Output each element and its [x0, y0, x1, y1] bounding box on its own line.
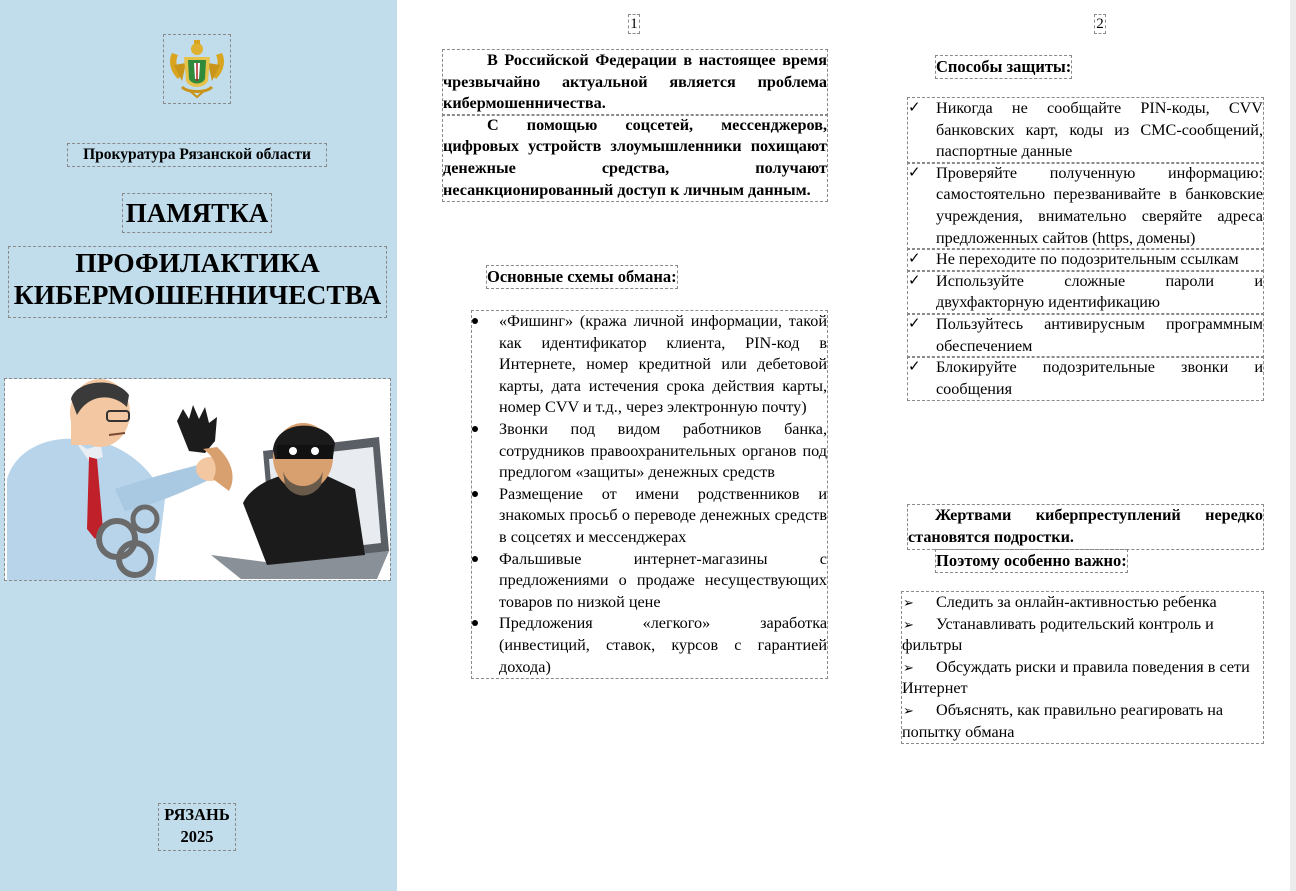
- list-item: [902, 614, 1263, 657]
- bullet-icon: [472, 318, 478, 324]
- intro-paragraph-2: С помощью соцсетей, мессенджеров, цифровых устройств злоумышленники похищают денежные средства, получают несанкционированный доступ к личным данным.: [443, 115, 827, 201]
- protection-text: Пользуйтесь антивирусным программным обеспечением: [936, 314, 1263, 355]
- scrollbar[interactable]: [1290, 0, 1296, 891]
- list-item: [472, 311, 827, 419]
- bullet-icon: [472, 556, 478, 562]
- protection-heading: Способы защиты:: [936, 57, 1072, 76]
- list-item: [902, 592, 1263, 614]
- list-item: [902, 700, 1263, 743]
- checkmark-icon: ✓: [908, 164, 921, 181]
- cover-panel: [0, 0, 397, 891]
- intro-paragraph-1: В Российской Федерации в настоящее время чрезвычайно актуальной является проблема кибермошенничества.: [443, 50, 827, 115]
- list-item: [472, 549, 827, 614]
- list-item: [902, 657, 1263, 700]
- scheme-text: Звонки под видом работников банка, сотрудников правоохранительных органов под предлогом «защиты» денежных средств: [499, 419, 827, 482]
- arrow-bullet-icon: ➢: [903, 595, 914, 610]
- checkmark-icon: ✓: [908, 251, 921, 268]
- advice-text: Обсуждать риски и правила поведения в сети Интернет: [902, 657, 1250, 698]
- protection-text: Используйте сложные пароли и двухфакторную идентификацию: [936, 271, 1263, 312]
- checkmark-icon: ✓: [908, 359, 921, 376]
- city-name: РЯЗАНЬ: [164, 805, 230, 824]
- page-number-1: 1: [630, 16, 638, 32]
- main-title: [9, 247, 386, 317]
- year: 2025: [180, 827, 214, 846]
- intro-text: [443, 50, 827, 201]
- protection-text: Блокируйте подозрительные звонки и сообщения: [936, 358, 1263, 398]
- bullet-icon: [472, 426, 478, 432]
- list-item: [908, 249, 1263, 271]
- checkmark-icon: ✓: [908, 272, 921, 289]
- memo-title: ПАМЯТКА: [123, 194, 271, 232]
- list-item: [908, 271, 1263, 314]
- advice-text: Объяснять, как правильно реагировать на попытку обмана: [902, 700, 1224, 741]
- protection-text: Никогда не сообщайте PIN-коды, CVV банковских карт, коды из СМС-сообщений, паспортные данные: [936, 99, 1263, 161]
- main-title-line1: ПРОФИЛАКТИКА: [75, 247, 320, 278]
- checkmark-icon: ✓: [908, 100, 921, 116]
- schemes-heading: Основные схемы обмана:: [487, 267, 677, 286]
- scheme-text: Фальшивые интернет-магазины с предложениями о продаже несуществующих товаров по низкой цене: [499, 549, 827, 611]
- bullet-icon: [472, 491, 478, 497]
- prosecutor-emblem-icon: [164, 35, 230, 103]
- page-number-2: 2: [1096, 16, 1104, 32]
- main-title-line2: КИБЕРМОШЕННИЧЕСТВА: [13, 279, 382, 310]
- arrow-bullet-icon: ➢: [903, 702, 914, 718]
- list-item: [908, 163, 1263, 249]
- list-item: [472, 419, 827, 484]
- list-item: [472, 484, 827, 549]
- arrow-bullet-icon: ➢: [903, 616, 914, 632]
- protection-list: [908, 98, 1263, 400]
- arrow-bullet-icon: ➢: [903, 659, 914, 675]
- protection-text: Не переходите по подозрительным ссылкам: [936, 250, 1239, 269]
- list-item: [908, 357, 1263, 400]
- city-year: [159, 804, 235, 850]
- bullet-icon: [472, 620, 478, 626]
- scheme-text: Размещение от имени родственников и знакомых просьб о переводе денежных средств в соцсетях и мессенджерах: [499, 484, 827, 546]
- list-item: [472, 613, 827, 678]
- advice-text: Устанавливать родительский контроль и фильтры: [902, 614, 1214, 655]
- list-item: [908, 98, 1263, 163]
- scheme-text: «Фишинг» (кража личной информации, такой как идентификатор клиента, PIN-код в Интернете, номер кредитной или дебетовой карты, дата истечения срока действия карты, номер CVV и т.д., через электронную почту): [499, 312, 827, 417]
- cyber-fraud-arrest-illustration: [5, 379, 390, 580]
- schemes-list: [472, 311, 827, 678]
- organization-name: Прокуратура Рязанской области: [68, 144, 326, 166]
- important-heading: Поэтому особенно важно:: [936, 551, 1127, 570]
- scheme-text: Предложения «легкого» заработка (инвестиций, ставок, курсов с гарантией дохода): [499, 614, 827, 676]
- victims-note: Жертвами киберпреступлений нередко становятся подростки.: [908, 505, 1263, 549]
- list-item: [908, 314, 1263, 357]
- checkmark-icon: ✓: [908, 315, 921, 332]
- protection-text: Проверяйте полученную информацию: самостоятельно перезванивайте в банковские учреждения, внимательно сверяйте адреса предложенных сайтов (https, домены): [936, 163, 1263, 247]
- advice-text: Следить за онлайн-активностью ребенка: [936, 593, 1217, 611]
- advice-list: [902, 592, 1263, 743]
